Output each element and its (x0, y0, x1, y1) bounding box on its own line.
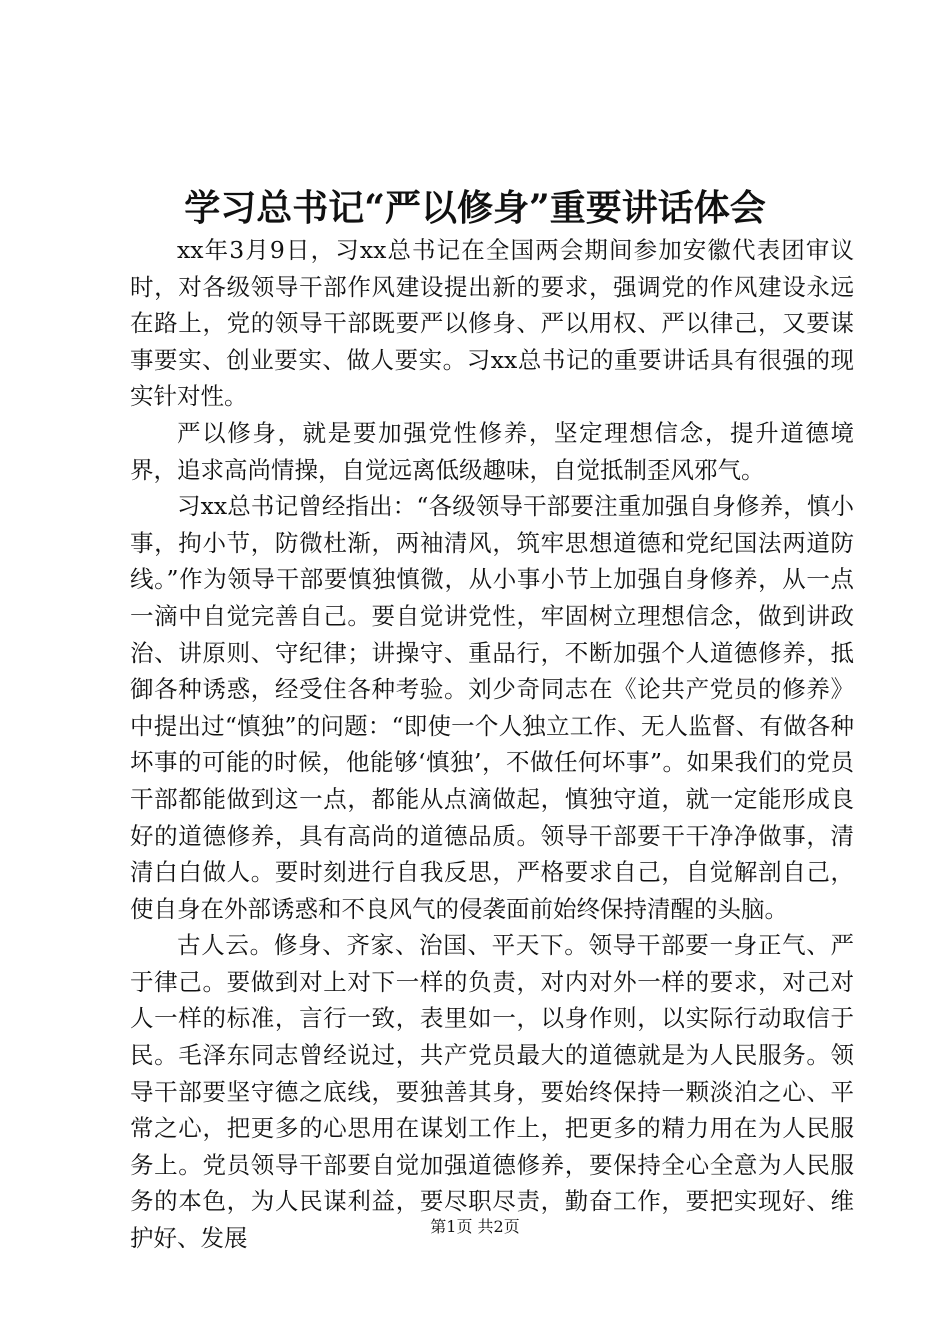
paragraph: 古人云。修身、齐家、治国、平天下。领导干部要一身正气、严于律己。要做到对上对下一样的负责，对内对外一样的要求，对己对人一样的标准，言行一致，表里如一，以身作则，以实际行动取信于民。毛泽东同志曾经说过，共产党员最大的道德就是为人民服务。领导干部要坚守德之底线，要独善其身，要始终保持一颗淡泊之心、平常之心，把更多的心思用在谋划工作上，把更多的精力用在为人民服务上。党员领导干部要自觉加强道德修养，要保持全心全意为人民服务的本色，为人民谋利益，要尽职尽责，勤奋工作，要把实现好、维护好、发展 (130, 931, 854, 1253)
paragraph: 严以修身，就是要加强党性修养，坚定理想信念，提升道德境界，追求高尚情操，自觉远离低级趣味，自觉抵制歪风邪气。 (130, 418, 854, 484)
document-title: 学习总书记“严以修身”重要讲话体会 (184, 187, 766, 229)
paragraph: xx年3月9日，习xx总书记在全国两会期间参加安徽代表团审议时，对各级领导干部作风建设提出新的要求，强调党的作风建设永远在路上，党的领导干部既要严以修身、严以用权、严以律己，又要谋事要实、创业要实、做人要实。习xx总书记的重要讲话具有很强的现实针对性。 (130, 236, 854, 411)
document-body (130, 232, 854, 1257)
paragraph: 习xx总书记曾经指出：“各级领导干部要注重加强自身修养，慎小事，拘小节，防微杜渐，两袖清风，筑牢思想道德和党纪国法两道防线。”作为领导干部要慎独慎微，从小事小节上加强自身修养，从一点一滴中自觉完善自己。要自觉讲党性，牢固树立理想信念，做到讲政治、讲原则、守纪律；讲操守、重品行，不断加强个人道德修养，抵御各种诱惑，经受住各种考验。刘少奇同志在《论共产党员的修养》中提出过“慎独”的问题：“即使一个人独立工作、无人监督、有做各种坏事的可能的时候，他能够‘慎独’，不做任何坏事”。如果我们的党员干部都能做到这一点，都能从点滴做起，慎独守道，就一定能形成良好的道德修养，具有高尚的道德品质。领导干部要干干净净做事，清清白白做人。要时刻进行自我反思，严格要求自己，自觉解剖自己，使自身在外部诱惑和不良风气的侵袭面前始终保持清醒的头脑。 (130, 492, 854, 923)
page-number-footer: 第1页 共2页 (430, 1217, 520, 1236)
